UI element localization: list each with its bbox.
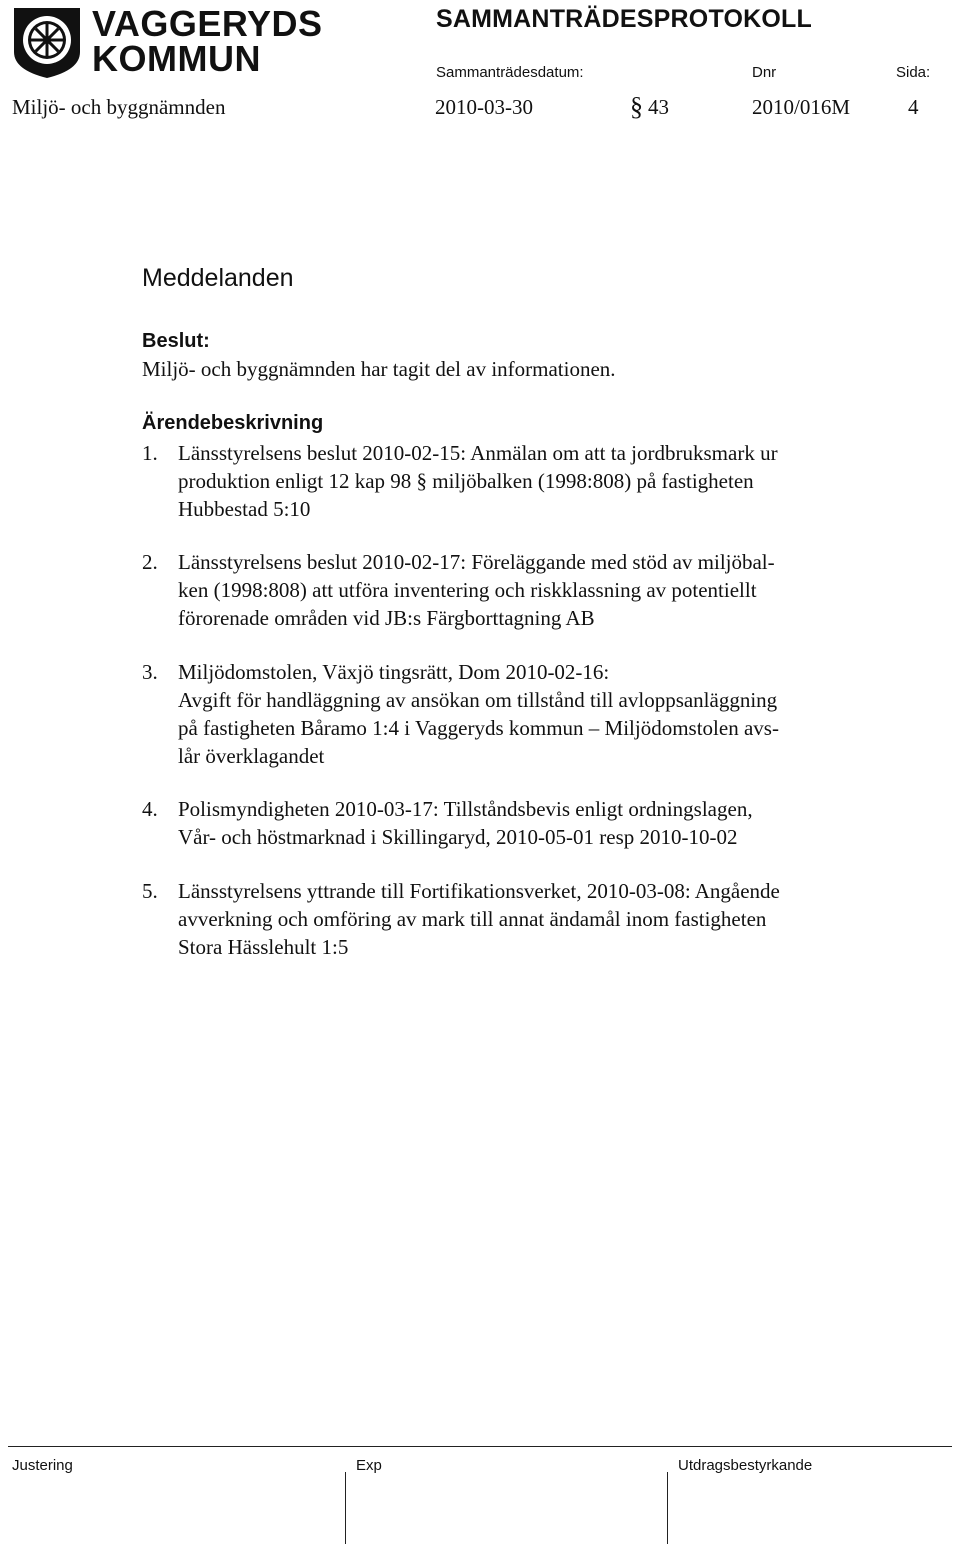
list-item-number: 1. — [142, 441, 158, 465]
list-item-line: Vår- och höstmarknad i Skillingaryd, 2010-05-01 resp 2010-10-02 — [178, 825, 738, 849]
list-item-line: Länsstyrelsens beslut 2010-02-17: Föreläggande med stöd av miljöbal- — [178, 550, 775, 574]
committee-name: Miljö- och byggnämnden — [12, 95, 226, 119]
decision-text: Miljö- och byggnämnden har tagit del av informationen. — [142, 357, 616, 381]
section-heading: Meddelanden — [142, 264, 294, 292]
dnr-value: 2010/016M — [752, 95, 851, 119]
list-item-line: Hubbestad 5:10 — [178, 497, 311, 521]
paragraph-sign-icon — [630, 91, 644, 121]
list-item-number: 4. — [142, 797, 158, 821]
logo-text-line1: VAGGERYDS — [92, 3, 323, 44]
footer-justering-label: Justering — [12, 1457, 73, 1474]
meeting-date: 2010-03-30 — [435, 95, 533, 119]
municipality-logo — [10, 4, 330, 82]
list-item-number: 5. — [142, 879, 158, 903]
list-item-line: Länsstyrelsens yttrande till Fortifikationsverket, 2010-03-08: Angående — [178, 879, 780, 903]
list-item-line: produktion enligt 12 kap 98 § miljöbalken (1998:808) på fastigheten — [178, 469, 754, 493]
list-item-line: Stora Hässlehult 1:5 — [178, 935, 349, 959]
list-item-line: Polismyndigheten 2010-03-17: Tillståndsbevis enligt ordningslagen, — [178, 797, 753, 821]
footer-divider — [8, 1446, 952, 1447]
list-item-line: på fastigheten Båramo 1:4 i Vaggeryds kommun – Miljödomstolen avs- — [178, 716, 779, 740]
page-label: Sida: — [896, 64, 931, 81]
description-label: Ärendebeskrivning — [142, 412, 324, 434]
footer-exp-label: Exp — [356, 1457, 382, 1474]
list-item-line: Miljödomstolen, Växjö tingsrätt, Dom 2010-02-16: — [178, 660, 610, 684]
list-item-line: ken (1998:808) att utföra inventering och riskklassning av potentiellt — [178, 578, 757, 602]
paragraph-number: 43 — [648, 95, 669, 119]
footer-signature-divider — [667, 1472, 668, 1544]
list-item-line: Länsstyrelsens beslut 2010-02-15: Anmälan om att ta jordbruksmark ur — [178, 441, 778, 465]
decision-label: Beslut: — [142, 330, 210, 352]
page-number: 4 — [908, 95, 919, 119]
wheel-shield-icon — [10, 4, 84, 80]
list-item-line: lår överklagandet — [178, 744, 325, 768]
list-item-line: förorenade områden vid JB:s Färgborttagning AB — [178, 606, 595, 630]
list-item-number: 2. — [142, 550, 158, 574]
logo-text-line2: KOMMUN — [92, 38, 261, 79]
dnr-label: Dnr — [752, 64, 777, 81]
footer-signature-divider — [345, 1472, 346, 1544]
list-item-line: Avgift för handläggning av ansökan om tillstånd till avloppsanläggning — [178, 688, 778, 712]
document-title: SAMMANTRÄDESPROTOKOLL — [436, 5, 812, 33]
meeting-date-label: Sammanträdesdatum: — [436, 64, 584, 81]
footer-utdrag-label: Utdragsbestyrkande — [678, 1457, 813, 1474]
list-item-line: avverkning och omföring av mark till annat ändamål inom fastigheten — [178, 907, 767, 931]
svg-text:§: § — [630, 92, 643, 121]
list-item-number: 3. — [142, 660, 158, 684]
